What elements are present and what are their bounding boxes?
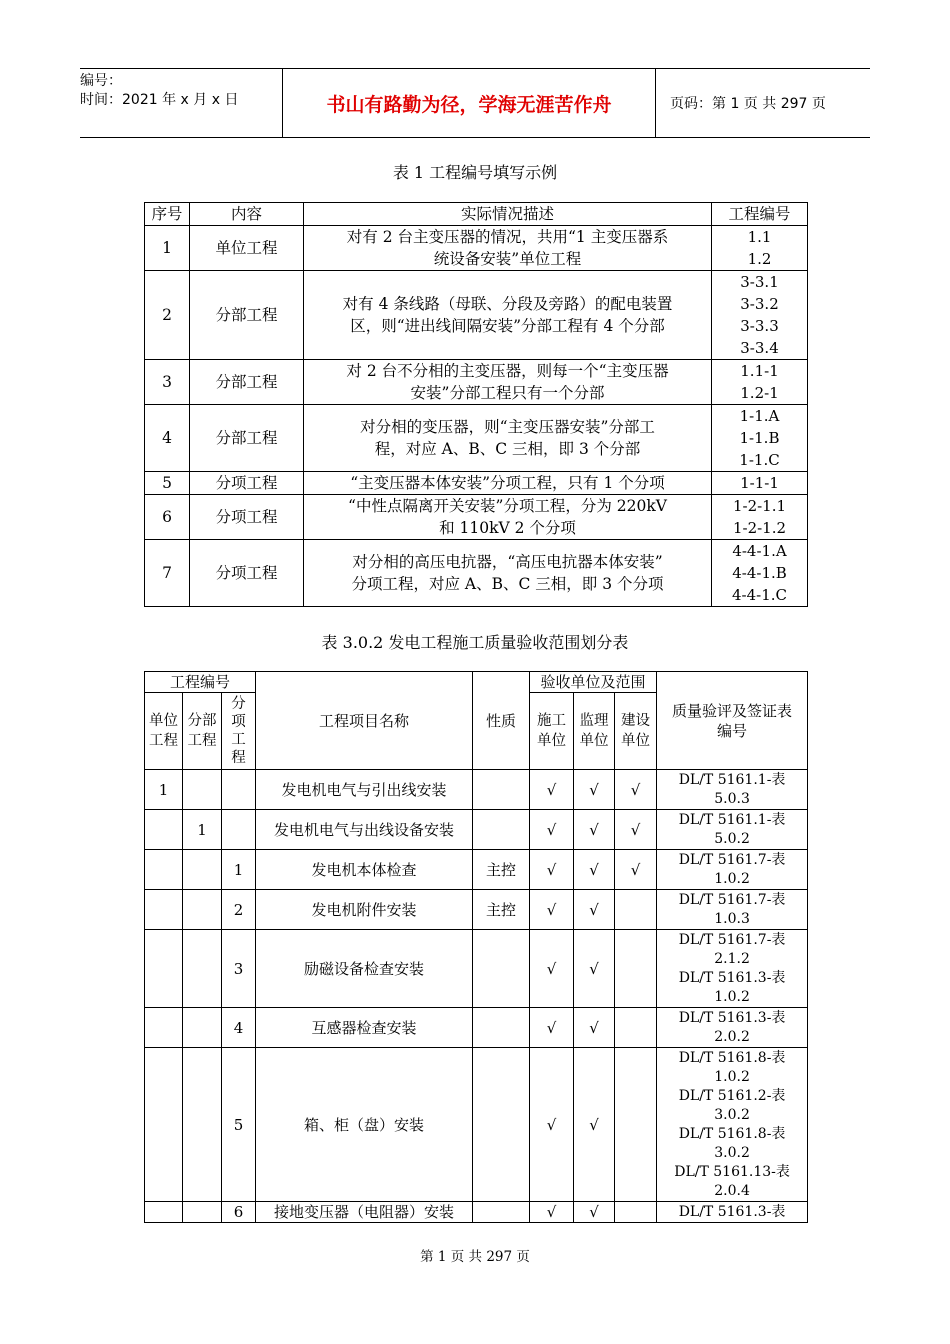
- table-row: [145, 930, 808, 1008]
- form-line: DL/T 5161.2-表: [678, 1087, 786, 1104]
- header-text-line: 建设: [621, 713, 651, 729]
- cell-item: [222, 770, 256, 810]
- header-text-line: 单位: [579, 733, 609, 749]
- cell-construction-check: √: [530, 810, 574, 850]
- form-line: 1.0.3: [714, 910, 750, 927]
- form-line: 1.0.2: [714, 988, 750, 1005]
- table-row: [145, 226, 808, 271]
- code-line: 4-4-1.B: [732, 564, 787, 582]
- table-row: [145, 850, 808, 890]
- cell-form-number: [657, 850, 808, 890]
- table1-header-code: 工程编号: [712, 203, 808, 226]
- cell-item: 3: [222, 930, 256, 1008]
- form-line: DL/T 5161.3-表: [678, 1009, 786, 1026]
- description-line: 区，则“进出线间隔安装”分部工程有 4 个分部: [350, 317, 665, 335]
- description-line: 程，对应 A、B、C 三相，即 3 个分部: [374, 440, 641, 458]
- row-seq: 6: [145, 495, 190, 540]
- row-description: [304, 495, 712, 540]
- row-content: 分项工程: [190, 472, 304, 495]
- cell-nature: [473, 1202, 530, 1223]
- header-code-group: 工程编号: [145, 672, 256, 693]
- row-codes: [712, 405, 808, 472]
- cell-construction-check: √: [530, 930, 574, 1008]
- cell-owner-check: [615, 1048, 657, 1202]
- description-line: 统设备安装”单位工程: [433, 250, 582, 268]
- cell-project-name: 发电机电气与引出线安装: [256, 770, 473, 810]
- header-owner-unit: [615, 693, 657, 770]
- row-seq: 4: [145, 405, 190, 472]
- row-codes: [712, 226, 808, 271]
- form-line: 2.1.2: [714, 950, 750, 967]
- row-description: [304, 360, 712, 405]
- cell-part: 1: [183, 810, 222, 850]
- description-line: 对有 2 台主变压器的情况，共用“1 主变压器系: [346, 228, 669, 246]
- table-row: [145, 405, 808, 472]
- cell-unit: [145, 1048, 183, 1202]
- row-seq: 3: [145, 360, 190, 405]
- cell-form-number: [657, 770, 808, 810]
- table1-header-row: [145, 203, 808, 226]
- cell-part: [183, 1048, 222, 1202]
- cell-owner-check: [615, 1008, 657, 1048]
- header-text-line: 分: [231, 696, 246, 712]
- cell-item: 5: [222, 1048, 256, 1202]
- cell-owner-check: [615, 930, 657, 1008]
- header-text-line: 施工: [537, 713, 567, 729]
- code-line: 1.2: [747, 250, 772, 268]
- cell-construction-check: √: [530, 890, 574, 930]
- table-row: [145, 890, 808, 930]
- header-text-line: 单位: [149, 713, 178, 729]
- row-content: 分部工程: [190, 405, 304, 472]
- table-row: [145, 495, 808, 540]
- code-line: 1.1-1: [740, 362, 779, 380]
- cell-supervision-check: √: [574, 850, 615, 890]
- table1-caption: 表 1 工程编号填写示例: [392, 163, 558, 182]
- cell-project-name: 励磁设备检查安装: [256, 930, 473, 1008]
- description-line: “中性点隔离开关安装”分项工程，分为 220kV: [348, 497, 667, 515]
- page-info-text: 页码：第 1 页 共 297 页: [670, 96, 826, 112]
- header-text-line: 工程: [187, 733, 217, 749]
- cell-supervision-check: √: [574, 930, 615, 1008]
- cell-project-name: 箱、柜（盘）安装: [256, 1048, 473, 1202]
- form-line: DL/T 5161.8-表: [678, 1125, 786, 1142]
- row-codes: [712, 360, 808, 405]
- row-content: 分部工程: [190, 271, 304, 360]
- cell-supervision-check: √: [574, 770, 615, 810]
- form-line: DL/T 5161.7-表: [678, 931, 786, 948]
- header-motto: 书山有路勤为径，学海无涯苦作舟: [282, 69, 656, 137]
- form-line: DL/T 5161.13-表: [674, 1163, 790, 1180]
- header-item-project: [222, 693, 256, 770]
- header-text-line: 监理: [579, 713, 609, 729]
- cell-supervision-check: √: [574, 810, 615, 850]
- header-text-line: 编号: [717, 721, 748, 740]
- header-acceptance-group: 验收单位及范围: [530, 672, 657, 693]
- cell-item: [222, 810, 256, 850]
- form-line: DL/T 5161.1-表: [678, 811, 786, 828]
- description-line: 安装”分部工程只有一个分部: [410, 384, 605, 402]
- table2-acceptance-scope: [144, 671, 808, 1223]
- cell-nature: [473, 930, 530, 1008]
- header-text-line: 项: [231, 714, 246, 730]
- row-codes: [712, 271, 808, 360]
- code-line: 1.1: [747, 228, 772, 246]
- cell-nature: [473, 810, 530, 850]
- cell-project-name: 接地变压器（电阻器）安装: [256, 1202, 473, 1223]
- code-line: 4-4-1.C: [731, 586, 787, 604]
- page-footer: 第 1 页 共 297 页: [420, 1249, 530, 1265]
- cell-project-name: 互感器检查安装: [256, 1008, 473, 1048]
- cell-supervision-check: √: [574, 890, 615, 930]
- cell-project-name: 发电机电气与出线设备安装: [256, 810, 473, 850]
- code-line: 1-2-1.1: [732, 497, 787, 515]
- cell-part: [183, 930, 222, 1008]
- cell-nature: 主控: [473, 890, 530, 930]
- document-date: 时间：2021 年 x 月 x 日: [80, 92, 239, 108]
- cell-unit: [145, 1202, 183, 1223]
- code-line: 1-1.B: [739, 429, 780, 447]
- description-line: “主变压器本体安装”分项工程，只有 1 个分项: [350, 474, 665, 492]
- row-description: [304, 472, 712, 495]
- form-line: 3.0.2: [714, 1144, 750, 1161]
- row-description: [304, 405, 712, 472]
- cell-supervision-check: √: [574, 1202, 615, 1223]
- cell-part: [183, 850, 222, 890]
- cell-construction-check: √: [530, 1202, 574, 1223]
- cell-owner-check: √: [615, 850, 657, 890]
- cell-unit: [145, 930, 183, 1008]
- cell-part: [183, 1008, 222, 1048]
- cell-unit: [145, 810, 183, 850]
- form-line: DL/T 5161.8-表: [678, 1049, 786, 1066]
- row-seq: 1: [145, 226, 190, 271]
- header-supervision-unit: [574, 693, 615, 770]
- table-row: [145, 472, 808, 495]
- header-text-line: 工: [231, 732, 246, 748]
- code-line: 3-3.3: [740, 317, 779, 335]
- table-row: [145, 770, 808, 810]
- cell-form-number: [657, 1202, 808, 1223]
- header-unit-project: [145, 693, 183, 770]
- row-seq: 7: [145, 540, 190, 607]
- code-line: 1-1.C: [739, 451, 780, 469]
- cell-part: [183, 890, 222, 930]
- table-row: [145, 810, 808, 850]
- cell-nature: [473, 1008, 530, 1048]
- description-line: 对分相的高压电抗器，“高压电抗器本体安装”: [352, 553, 663, 571]
- cell-form-number: [657, 1048, 808, 1202]
- row-content: 分项工程: [190, 540, 304, 607]
- cell-unit: [145, 890, 183, 930]
- form-line: DL/T 5161.7-表: [678, 851, 786, 868]
- code-line: 1-1.A: [739, 407, 780, 425]
- cell-unit: 1: [145, 770, 183, 810]
- form-line: 5.0.3: [714, 790, 750, 807]
- cell-project-name: 发电机本体检查: [256, 850, 473, 890]
- form-line: 2.0.2: [714, 1028, 750, 1045]
- row-seq: 5: [145, 472, 190, 495]
- header-text-line: 程: [231, 750, 246, 766]
- form-line: 2.0.4: [714, 1182, 750, 1199]
- cell-nature: 主控: [473, 850, 530, 890]
- cell-item: 4: [222, 1008, 256, 1048]
- form-line: 1.0.2: [714, 870, 750, 887]
- code-line: 1.2-1: [740, 384, 779, 402]
- form-line: 1.0.2: [714, 1068, 750, 1085]
- code-line: 4-4-1.A: [732, 542, 787, 560]
- cell-nature: [473, 1048, 530, 1202]
- form-line: 5.0.2: [714, 830, 750, 847]
- description-line: 对有 4 条线路（母联、分段及旁路）的配电装置: [342, 295, 673, 313]
- table2-caption: 表 3.0.2 发电工程施工质量验收范围划分表: [321, 633, 629, 652]
- code-line: 1-2-1.2: [732, 519, 787, 537]
- cell-owner-check: [615, 890, 657, 930]
- table-row: [145, 1008, 808, 1048]
- cell-supervision-check: √: [574, 1048, 615, 1202]
- cell-nature: [473, 770, 530, 810]
- form-line: DL/T 5161.1-表: [678, 771, 786, 788]
- cell-construction-check: √: [530, 850, 574, 890]
- table-row: [145, 1202, 808, 1223]
- cell-item: 1: [222, 850, 256, 890]
- cell-construction-check: √: [530, 770, 574, 810]
- cell-supervision-check: √: [574, 1008, 615, 1048]
- cell-project-name: 发电机附件安装: [256, 890, 473, 930]
- code-line: 3-3.2: [740, 295, 779, 313]
- row-content: 分部工程: [190, 360, 304, 405]
- code-line: 3-3.4: [740, 339, 779, 357]
- header-part-project: [183, 693, 222, 770]
- code-line: 1-1-1: [740, 474, 779, 492]
- cell-form-number: [657, 810, 808, 850]
- cell-owner-check: √: [615, 810, 657, 850]
- header-project-name: 工程项目名称: [256, 672, 473, 770]
- header-page-info: [664, 69, 870, 137]
- table1-header-description: 实际情况描述: [304, 203, 712, 226]
- cell-item: 6: [222, 1202, 256, 1223]
- description-line: 对分相的变压器，则“主变压器安装”分部工: [360, 418, 655, 436]
- cell-unit: [145, 1008, 183, 1048]
- cell-form-number: [657, 930, 808, 1008]
- cell-construction-check: √: [530, 1008, 574, 1048]
- form-line: DL/T 5161.3-表: [678, 969, 786, 986]
- form-line: DL/T 5161.3-表: [678, 1203, 786, 1220]
- table2-header-row-1: [145, 672, 808, 693]
- row-seq: 2: [145, 271, 190, 360]
- row-codes: [712, 472, 808, 495]
- cell-owner-check: [615, 1202, 657, 1223]
- table-row: [145, 271, 808, 360]
- cell-form-number: [657, 890, 808, 930]
- table1-header-seq: 序号: [145, 203, 190, 226]
- cell-part: [183, 1202, 222, 1223]
- cell-owner-check: √: [615, 770, 657, 810]
- header-form-number: [657, 672, 808, 770]
- description-line: 分项工程，对应 A、B、C 三相，即 3 个分项: [351, 575, 664, 593]
- row-description: [304, 271, 712, 360]
- description-line: 对 2 台不分相的主变压器，则每一个“主变压器: [346, 362, 669, 380]
- header-text-line: 工程: [149, 733, 178, 749]
- form-line: DL/T 5161.7-表: [678, 891, 786, 908]
- cell-construction-check: √: [530, 1048, 574, 1202]
- table1-engineering-code-examples: [144, 202, 808, 607]
- header-nature: 性质: [473, 672, 530, 770]
- row-content: 单位工程: [190, 226, 304, 271]
- header-meta: [80, 69, 282, 137]
- page-header: [80, 68, 870, 138]
- description-line: 和 110kV 2 个分项: [439, 519, 576, 537]
- form-line: 3.0.2: [714, 1106, 750, 1123]
- cell-form-number: [657, 1008, 808, 1048]
- code-line: 3-3.1: [740, 273, 779, 291]
- table1-header-content: 内容: [190, 203, 304, 226]
- header-text-line: 分部: [187, 713, 217, 729]
- header-construction-unit: [530, 693, 574, 770]
- row-codes: [712, 495, 808, 540]
- row-description: [304, 226, 712, 271]
- header-text-line: 质量验评及签证表: [672, 701, 793, 720]
- header-text-line: 单位: [621, 733, 651, 749]
- document-number-label: 编号：: [80, 73, 122, 89]
- table-row: [145, 1048, 808, 1202]
- table-row: [145, 360, 808, 405]
- cell-unit: [145, 850, 183, 890]
- cell-part: [183, 770, 222, 810]
- table-row: [145, 540, 808, 607]
- row-content: 分项工程: [190, 495, 304, 540]
- header-text-line: 单位: [537, 733, 567, 749]
- cell-item: 2: [222, 890, 256, 930]
- row-description: [304, 540, 712, 607]
- row-codes: [712, 540, 808, 607]
